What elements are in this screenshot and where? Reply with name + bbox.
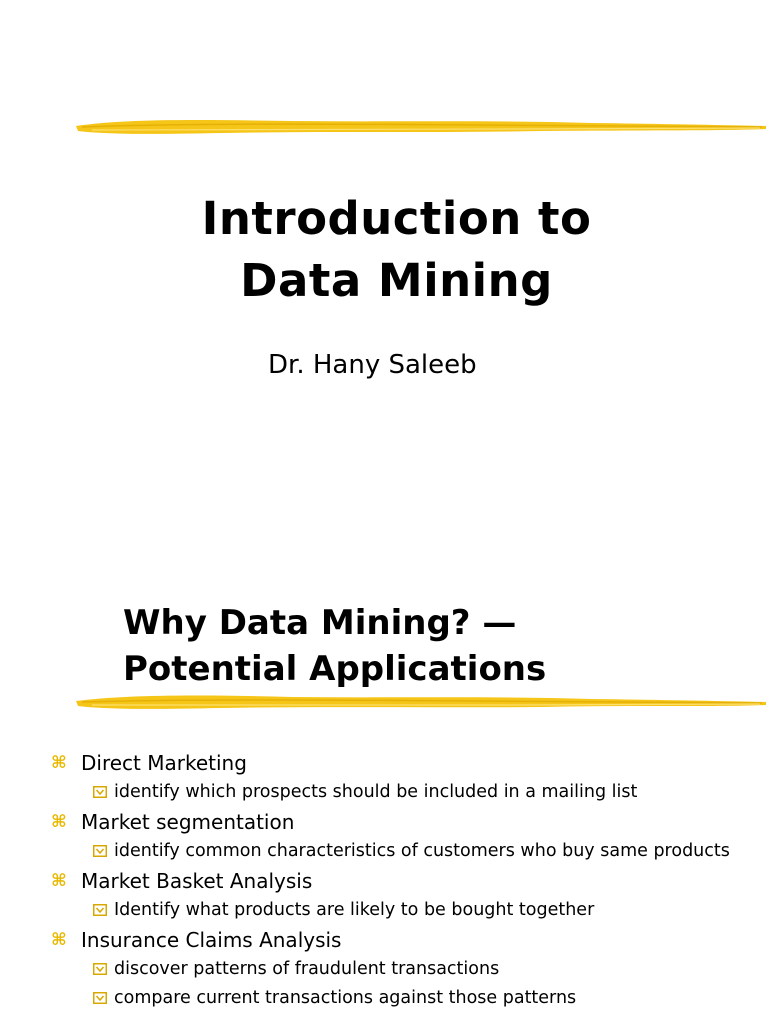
slide-title [0,188,768,312]
command-icon: ⌘ [51,871,67,891]
list-item [0,925,768,955]
list-item-label: Insurance Claims Analysis [81,928,342,952]
command-icon: ⌘ [51,753,67,773]
checkbox-arrow-icon [93,904,107,916]
checkbox-arrow-icon [93,963,107,975]
sub-list-item-text: compare current transactions against those patterns [114,988,577,1008]
bullet-list [0,748,768,1013]
checkbox-arrow-icon [93,786,107,798]
sub-list-item-text: identify common characteristics of customers who buy same products [114,841,730,861]
sub-list-item [0,955,768,984]
sub-list-item-text: Identify what products are likely to be bought together [114,900,595,920]
list-item-label: Market segmentation [81,810,295,834]
sub-list-item [0,984,768,1013]
sub-list-item-text: discover patterns of fraudulent transactions [114,959,500,979]
applications-slide [0,580,768,1024]
brush-stroke-divider [72,689,768,715]
sub-list-item [0,896,768,925]
command-icon: ⌘ [51,812,67,832]
checkbox-arrow-icon [93,845,107,857]
brush-stroke-divider [72,114,768,140]
list-item-label: Direct Marketing [81,751,247,775]
sub-list-item [0,778,768,807]
slide-title-line-1: Why Data Mining? — [123,603,517,643]
list-item [0,807,768,837]
sub-list-item-text: identify which prospects should be included in a mailing list [114,782,638,802]
command-icon: ⌘ [51,930,67,950]
author-name: Dr. Hany Saleeb [268,350,477,380]
slide-title-line-2: Potential Applications [123,649,547,689]
list-item [0,866,768,896]
list-item [0,748,768,778]
list-item-label: Market Basket Analysis [81,869,313,893]
slide-title-line-2: Data Mining [240,254,553,307]
sub-list-item [0,837,768,866]
slide-title-line-1: Introduction to [201,192,592,245]
checkbox-arrow-icon [93,992,107,1004]
slide-title [123,600,546,692]
